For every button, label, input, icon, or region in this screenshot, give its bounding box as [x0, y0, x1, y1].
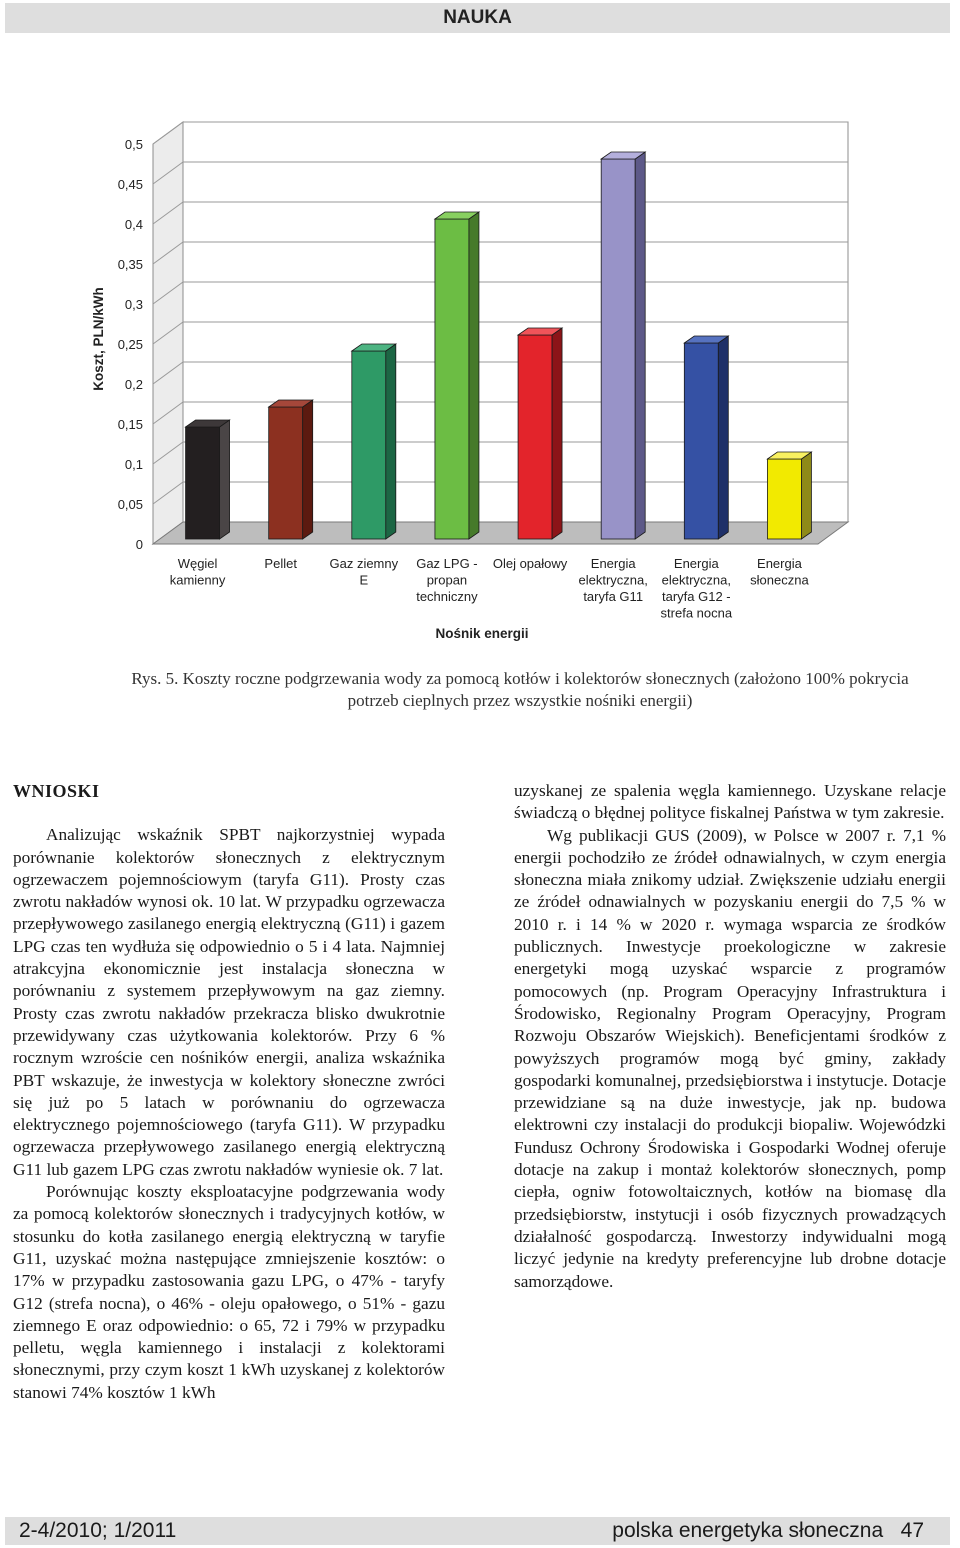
- y-tick-label: 0,05: [117, 497, 143, 512]
- x-tick-label: Pellet: [264, 556, 297, 571]
- bar-side: [469, 212, 479, 539]
- bar: [269, 407, 303, 539]
- x-tick-label: Węgiel: [177, 556, 218, 571]
- bar: [684, 343, 718, 539]
- paragraph-continuation: uzyskanej ze spalenia węgla kamiennego. Uzyskane relacje świadczą o błędnej polityce fiskalnej Państwa w tym zakresie.: [514, 781, 946, 823]
- x-tick-label: Energia: [673, 556, 719, 571]
- x-tick-label: strefa nocna: [660, 605, 733, 621]
- paragraph-cost-comparison: Porównując koszty eksploatacyjne podgrzewania wody za pomocą kolektorów słonecznych i tradycyjnych kotłów, w stosunku do kotła zasilanego energią elektryczną w taryfie G11, uzyskać można następujące zmniejszenie kosztów: o 17% w przypadku zastosowania gazu LPG, o 47% - taryfy G12 (strefa nocna), o 46% - oleju opałowego, o 51% - gazu ziemnego E oraz odpowiednio: o 65, 72 i 79% w przypadku pelletu, węgla kamiennego i instalacji z kolektorami słonecznymi, przy czym koszt 1 kWh uzyskanej z kolektorów stanowi 74% kosztów 1 kWh: [13, 1182, 445, 1402]
- x-tick-label: propan: [426, 572, 468, 588]
- column-right: [514, 780, 946, 1293]
- x-tick-label: techniczny: [416, 589, 478, 604]
- section-title: WNIOSKI: [13, 781, 100, 801]
- x-tick-label: słoneczna: [750, 572, 809, 588]
- x-tick-label: Energia: [757, 556, 802, 571]
- bar: [518, 335, 552, 539]
- x-tick-label: Gaz LPG -: [416, 556, 478, 571]
- x-axis-label: Nośnik energii: [435, 626, 529, 641]
- bar-chart: [0, 95, 960, 655]
- y-tick-label: 0,35: [117, 257, 143, 272]
- x-tick-label: E: [359, 572, 369, 588]
- chart-floor: [153, 522, 848, 544]
- x-tick-label: taryfa G12 -: [661, 589, 731, 604]
- footer-page-number: 47: [900, 1519, 924, 1542]
- bar: [186, 427, 220, 539]
- section-header: NAUKA: [5, 3, 950, 33]
- x-tick-label: kamienny: [169, 572, 226, 588]
- bar: [352, 351, 386, 539]
- footer-journal-name: polska energetyka słoneczna: [612, 1519, 884, 1542]
- footer-issue: 2-4/2010; 1/2011: [19, 1519, 177, 1542]
- bar-side: [801, 452, 811, 539]
- y-tick-label: 0,15: [117, 417, 143, 432]
- y-tick-label: 0,5: [124, 137, 143, 152]
- x-tick-label: Olej opałowy: [492, 556, 568, 571]
- y-tick-label: 0,4: [124, 217, 143, 232]
- page-footer: [5, 1517, 950, 1545]
- y-tick-label: 0: [135, 537, 143, 552]
- bar-side: [303, 400, 313, 539]
- bar: [767, 459, 801, 539]
- bar: [435, 219, 469, 539]
- x-tick-label: taryfa G11: [583, 589, 644, 604]
- x-tick-label: Energia: [590, 556, 636, 571]
- bar-side: [635, 152, 645, 539]
- x-tick-label: Gaz ziemny: [329, 556, 399, 571]
- y-tick-label: 0,1: [124, 457, 143, 472]
- bar-side: [552, 328, 562, 539]
- figure-caption: Rys. 5. Koszty roczne podgrzewania wody za pomocą kotłów i kolektorów słonecznych (założono 100% pokrycia potrzeb cieplnych przez wszystkie nośniki energii): [131, 669, 909, 710]
- bar-side: [718, 336, 728, 539]
- x-tick-label: elektryczna,: [578, 572, 648, 588]
- bar-side: [386, 344, 396, 539]
- y-tick-label: 0,25: [117, 337, 143, 352]
- y-tick-label: 0,3: [124, 297, 143, 312]
- bar-side: [220, 420, 230, 539]
- bar: [601, 159, 635, 539]
- footer-journal: [612, 1517, 924, 1545]
- paragraph-gus: Wg publikacji GUS (2009), w Polsce w 2007 r. 7,1 % energii pochodziło ze źródeł odnawialnych, w czym energia słoneczna miała znikomy udział. Zwiększenie udziału energii ze źródeł odnawialnych w pozyskaniu energii do 7,5 % w 2010 r. i 14 % w 2020 r. wymaga wsparcia ze środków publicznych. Inwestycje proekologiczne w zakresie energetyki mogą uzyskać wsparcie z programów pomocowych (np. Program Operacyjny Infrastruktura i Środowisko, Regionalny Program Operacyjny, Program Rozwoju Obszarów Wiejskich). Beneficjentami środków z powyższych programów mogą być gminy, zakłady gospodarki komunalnej, przedsiębiorstwa i instytucje. Dotacje przewidziane są na duże inwestycje, jak np. budowa elektrowni czy instalacji do produkcji biopaliw. Wojewódzki Fundusz Ochrony Środowiska i Gospodarki Wodnej oferuje dotacje na zakup i montaż kolektorów słonecznych, pomp ciepła, ogniw fotowoltaicznych, kotłów na biomasę dla przedsiębiorstw, instytucji i osób fizycznych prowadzących działalność gospodarczą. Inwestorzy indywidualni mogą liczyć jedynie na kredyty preferencyjne lub drobne dotacje samorządowe.: [514, 825, 946, 1291]
- x-tick-label: elektryczna,: [661, 572, 731, 588]
- y-tick-label: 0,2: [124, 377, 143, 392]
- column-left: [13, 780, 445, 1404]
- y-axis-label: Koszt, PLN/kWh: [91, 287, 106, 391]
- y-tick-label: 0,45: [117, 177, 143, 192]
- paragraph-spbt: Analizując wskaźnik SPBT najkorzystniej wypada porównanie kolektorów słonecznych z elektrycznym ogrzewaczem pojemnościowym (taryfa G11). Prosty czas zwrotu nakładów wynosi ok. 10 lat. W przypadku ogrzewacza przepływowego zasilanego energią elektryczną (G11) i gazem LPG czas ten wydłuża się odpowiednio o 5 i 4 lata. Najmniej atrakcyjna ekonomicznie jest instalacja słoneczna w porównaniu z systemem przepływowym na gaz ziemny. Prosty czas zwrotu nakładów przekracza blisko dwukrotnie przewidywany czas użytkowania kolektorów. Przy 6 % rocznym wzroście cen nośników energii, analiza wskaźnika PBT wskazuje, że inwestycja w kolektory słoneczne zwróci się już po 5 latach w porównaniu do ogrzewacza elektrycznego pojemnościowego (taryfa G11). W przypadku ogrzewacza przepływowego zasilanego energią elektryczną G11 lub gazem LPG czas zwrotu nakładów wyniesie ok. 7 lat.: [13, 825, 445, 1179]
